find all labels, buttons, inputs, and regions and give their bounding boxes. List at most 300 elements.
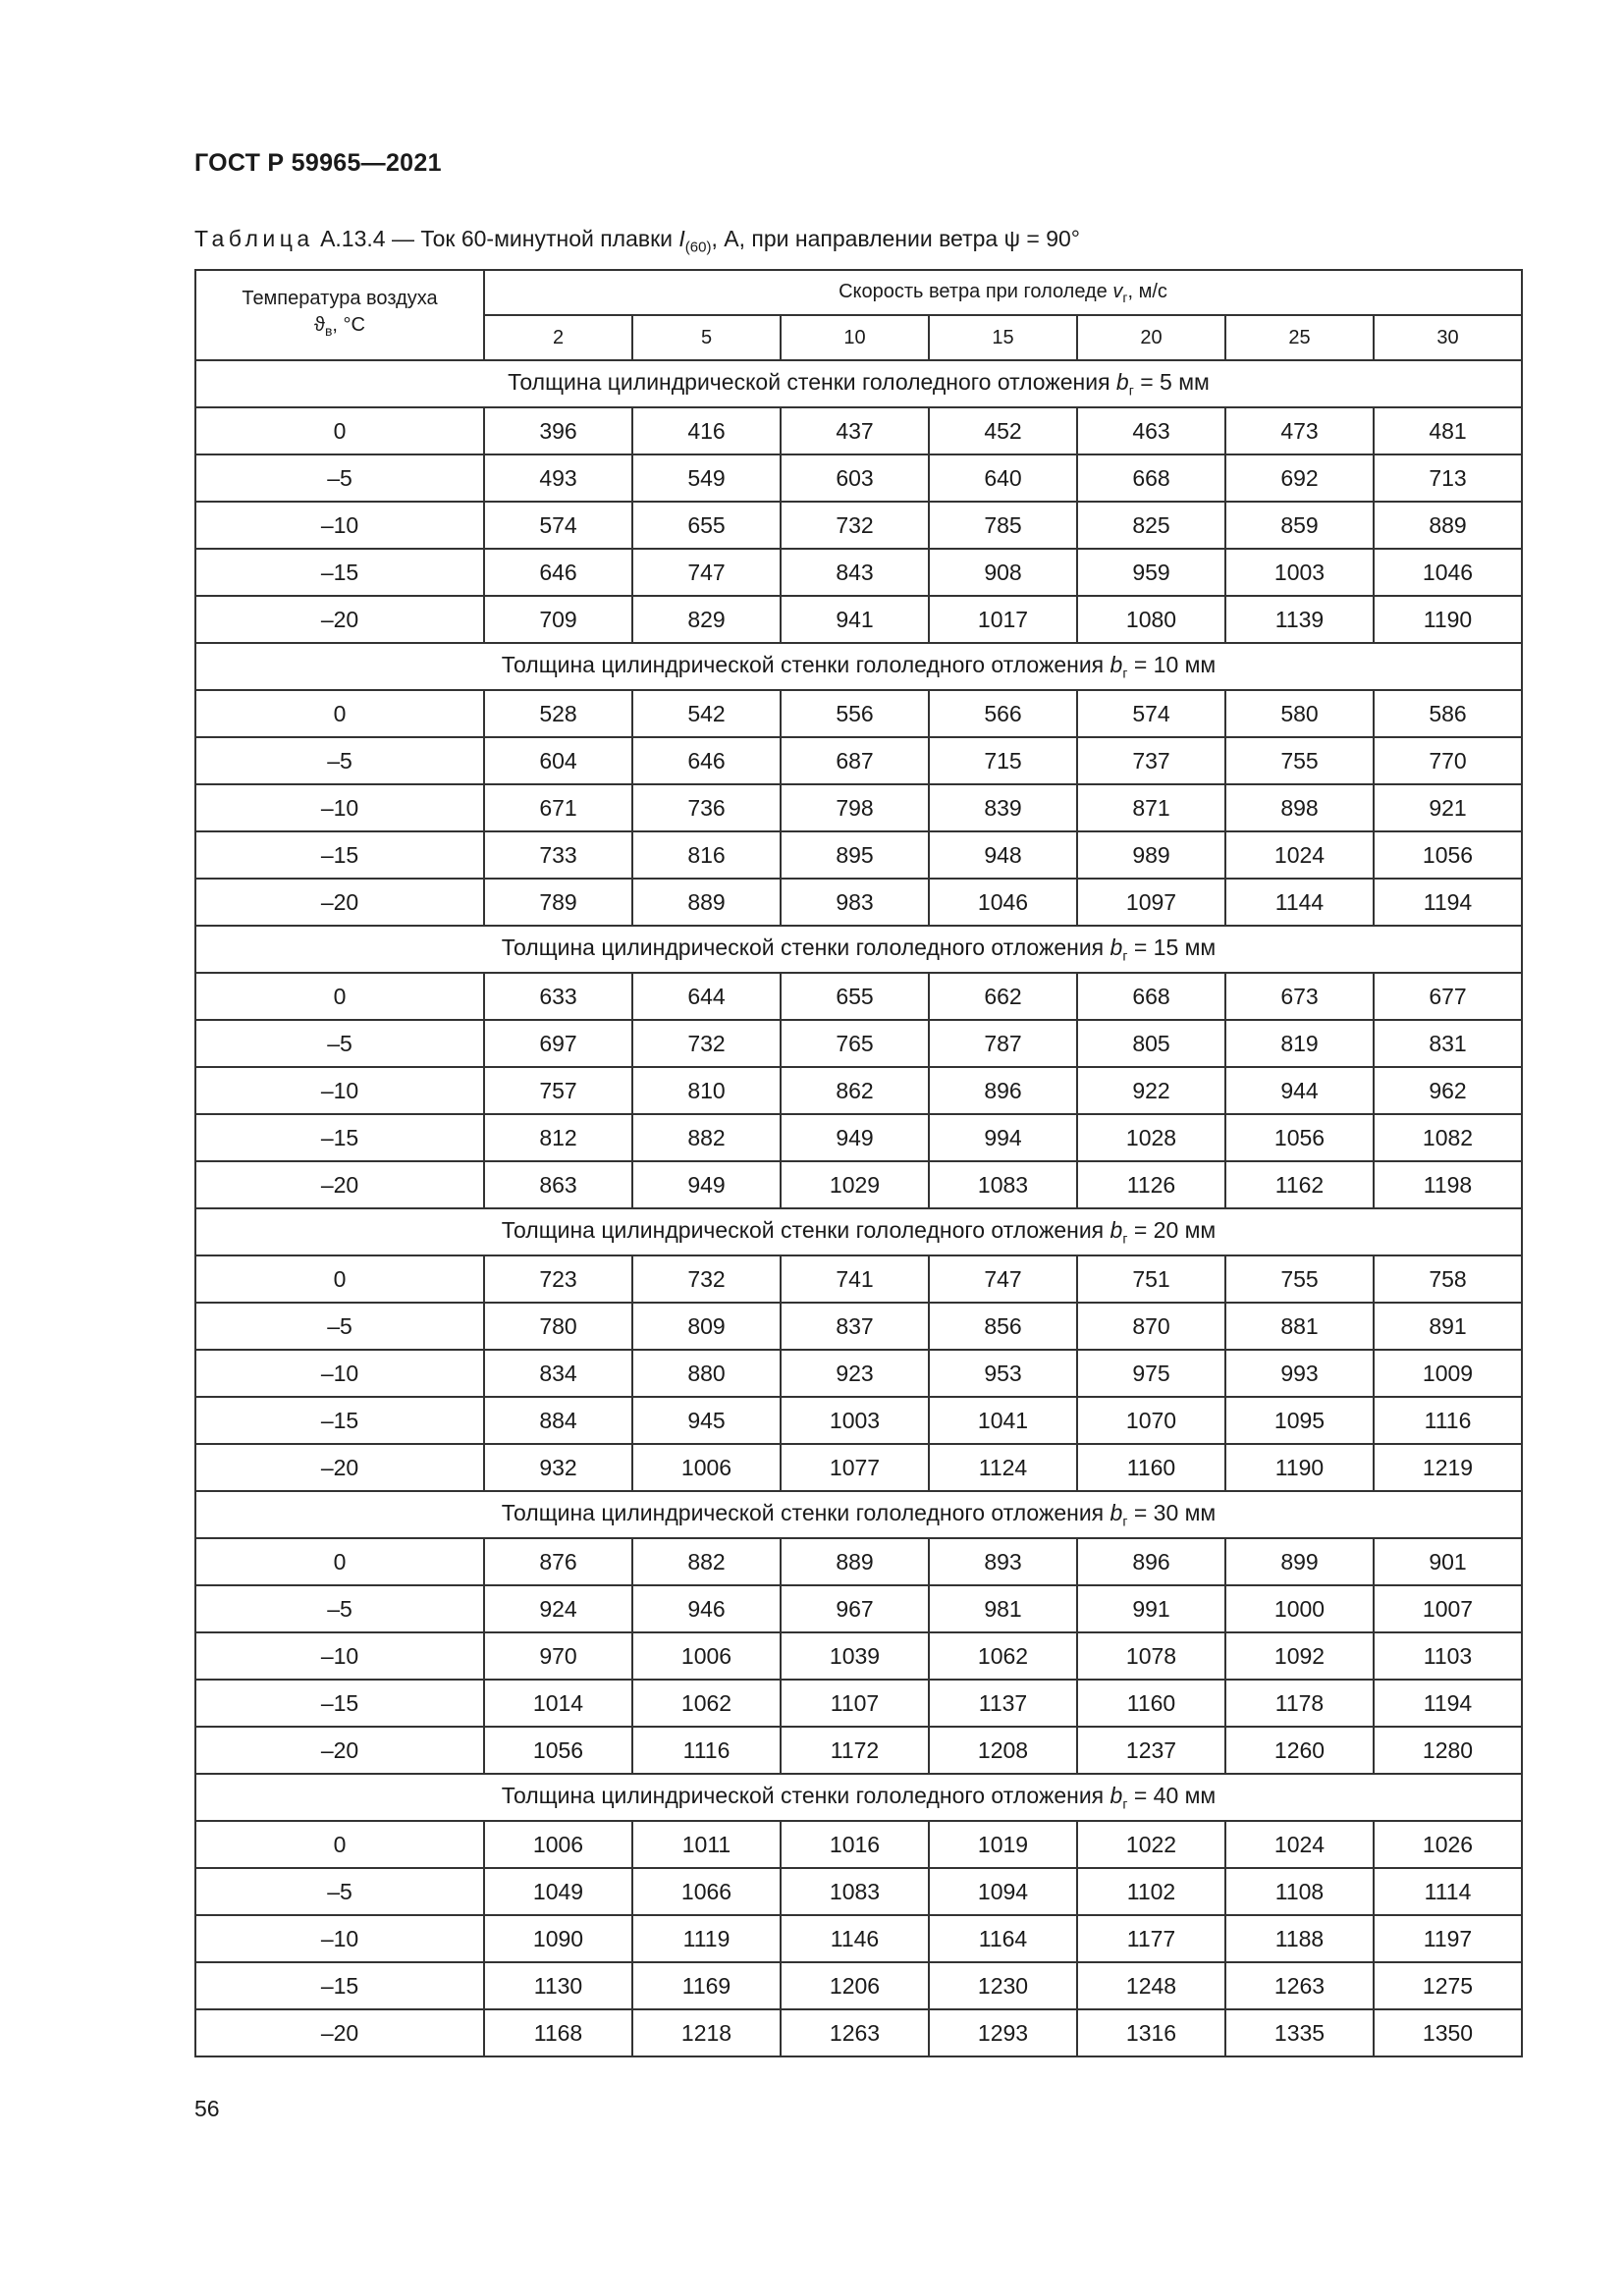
current-value-cell: 880 bbox=[632, 1350, 781, 1397]
table-row bbox=[195, 1962, 1522, 2009]
current-value-cell: 396 bbox=[484, 407, 632, 454]
current-value-cell: 1293 bbox=[929, 2009, 1077, 2056]
section-symbol: b bbox=[1115, 369, 1129, 396]
current-value-cell: 1119 bbox=[632, 1915, 781, 1962]
temperature-cell: –10 bbox=[195, 1632, 484, 1680]
current-value-cell: 1056 bbox=[1225, 1114, 1374, 1161]
table-caption bbox=[194, 226, 1080, 256]
temperature-cell: –15 bbox=[195, 831, 484, 879]
current-value-cell: 715 bbox=[929, 737, 1077, 784]
current-value-cell: 944 bbox=[1225, 1067, 1374, 1114]
temperature-cell: –20 bbox=[195, 1727, 484, 1774]
current-value-cell: 673 bbox=[1225, 973, 1374, 1020]
current-value-cell: 603 bbox=[781, 454, 929, 502]
section-prefix: Толщина цилиндрической стенки гололедного отложения bbox=[501, 1783, 1110, 1809]
current-value-cell: 946 bbox=[632, 1585, 781, 1632]
section-symbol: b bbox=[1110, 1500, 1123, 1526]
current-value-cell: 780 bbox=[484, 1303, 632, 1350]
current-value-cell: 981 bbox=[929, 1585, 1077, 1632]
current-value-cell: 452 bbox=[929, 407, 1077, 454]
current-value-cell: 863 bbox=[484, 1161, 632, 1208]
temperature-cell: 0 bbox=[195, 1538, 484, 1585]
current-value-cell: 1107 bbox=[781, 1680, 929, 1727]
table-body bbox=[195, 360, 1522, 2056]
current-value-cell: 1130 bbox=[484, 1962, 632, 2009]
current-value-cell: 882 bbox=[632, 1114, 781, 1161]
caption-text: А.13.4 — Ток 60-минутной плавки bbox=[313, 226, 679, 251]
temperature-cell: –15 bbox=[195, 1114, 484, 1161]
current-value-cell: 1116 bbox=[1374, 1397, 1522, 1444]
table-row bbox=[195, 1067, 1522, 1114]
current-value-cell: 889 bbox=[781, 1538, 929, 1585]
current-value-cell: 1275 bbox=[1374, 1962, 1522, 2009]
current-value-cell: 1094 bbox=[929, 1868, 1077, 1915]
section-title bbox=[195, 1491, 1522, 1538]
current-value-cell: 1024 bbox=[1225, 831, 1374, 879]
table-row bbox=[195, 1915, 1522, 1962]
current-value-cell: 1219 bbox=[1374, 1444, 1522, 1491]
caption-label: Таблица bbox=[194, 226, 314, 251]
table-row bbox=[195, 1727, 1522, 1774]
caption-symbol-sub: (60) bbox=[684, 239, 712, 256]
section-title bbox=[195, 360, 1522, 407]
section-symbol: b bbox=[1110, 652, 1123, 678]
temperature-cell: –5 bbox=[195, 454, 484, 502]
header-row bbox=[195, 270, 1522, 315]
current-value-cell: 1006 bbox=[632, 1632, 781, 1680]
wind-symbol: v bbox=[1112, 280, 1123, 302]
temperature-cell: –10 bbox=[195, 1067, 484, 1114]
table-row bbox=[195, 737, 1522, 784]
current-value-cell: 856 bbox=[929, 1303, 1077, 1350]
wind-speed-cell: 15 bbox=[929, 315, 1077, 360]
current-value-cell: 646 bbox=[632, 737, 781, 784]
current-value-cell: 640 bbox=[929, 454, 1077, 502]
temperature-header-label: Температура воздуха bbox=[242, 288, 438, 309]
current-value-cell: 975 bbox=[1077, 1350, 1225, 1397]
current-value-cell: 1263 bbox=[781, 2009, 929, 2056]
current-value-cell: 481 bbox=[1374, 407, 1522, 454]
table-row bbox=[195, 1350, 1522, 1397]
wind-speed-cell: 20 bbox=[1077, 315, 1225, 360]
current-value-cell: 899 bbox=[1225, 1538, 1374, 1585]
table-row bbox=[195, 831, 1522, 879]
table-row bbox=[195, 1680, 1522, 1727]
current-value-cell: 1248 bbox=[1077, 1962, 1225, 2009]
temperature-cell: –10 bbox=[195, 784, 484, 831]
current-value-cell: 1103 bbox=[1374, 1632, 1522, 1680]
current-value-cell: 1190 bbox=[1374, 596, 1522, 643]
current-value-cell: 785 bbox=[929, 502, 1077, 549]
current-value-cell: 895 bbox=[781, 831, 929, 879]
temperature-cell: –5 bbox=[195, 737, 484, 784]
current-value-cell: 839 bbox=[929, 784, 1077, 831]
current-value-cell: 889 bbox=[632, 879, 781, 926]
current-value-cell: 1006 bbox=[484, 1821, 632, 1868]
temperature-cell: –5 bbox=[195, 1585, 484, 1632]
current-value-cell: 831 bbox=[1374, 1020, 1522, 1067]
current-value-cell: 1011 bbox=[632, 1821, 781, 1868]
current-value-cell: 1080 bbox=[1077, 596, 1225, 643]
current-value-cell: 1026 bbox=[1374, 1821, 1522, 1868]
current-value-cell: 889 bbox=[1374, 502, 1522, 549]
wind-symbol-sub: г bbox=[1122, 289, 1128, 305]
current-value-cell: 949 bbox=[781, 1114, 929, 1161]
table-row bbox=[195, 1585, 1522, 1632]
section-row bbox=[195, 643, 1522, 690]
current-value-cell: 1039 bbox=[781, 1632, 929, 1680]
current-value-cell: 1007 bbox=[1374, 1585, 1522, 1632]
table-row bbox=[195, 1821, 1522, 1868]
current-value-cell: 1169 bbox=[632, 1962, 781, 2009]
current-value-cell: 922 bbox=[1077, 1067, 1225, 1114]
temperature-cell: –20 bbox=[195, 879, 484, 926]
current-value-cell: 810 bbox=[632, 1067, 781, 1114]
wind-speed-cell: 2 bbox=[484, 315, 632, 360]
temperature-cell: –10 bbox=[195, 502, 484, 549]
current-value-cell: 896 bbox=[929, 1067, 1077, 1114]
section-prefix: Толщина цилиндрической стенки гололедного отложения bbox=[501, 652, 1110, 678]
current-value-cell: 1160 bbox=[1077, 1444, 1225, 1491]
current-value-cell: 787 bbox=[929, 1020, 1077, 1067]
current-value-cell: 893 bbox=[929, 1538, 1077, 1585]
current-value-cell: 1041 bbox=[929, 1397, 1077, 1444]
table-row bbox=[195, 2009, 1522, 2056]
current-value-cell: 805 bbox=[1077, 1020, 1225, 1067]
table-row bbox=[195, 407, 1522, 454]
current-value-cell: 1168 bbox=[484, 2009, 632, 2056]
section-row bbox=[195, 360, 1522, 407]
temperature-cell: –10 bbox=[195, 1915, 484, 1962]
current-value-cell: 1056 bbox=[484, 1727, 632, 1774]
current-value-cell: 1056 bbox=[1374, 831, 1522, 879]
caption-symbol: I bbox=[678, 226, 685, 251]
current-value-cell: 1083 bbox=[781, 1868, 929, 1915]
section-thickness: = 40 мм bbox=[1127, 1783, 1217, 1809]
table-row bbox=[195, 502, 1522, 549]
section-row bbox=[195, 1491, 1522, 1538]
current-value-cell: 416 bbox=[632, 407, 781, 454]
section-title bbox=[195, 643, 1522, 690]
current-value-cell: 751 bbox=[1077, 1255, 1225, 1303]
temperature-cell: –5 bbox=[195, 1868, 484, 1915]
current-value-cell: 1188 bbox=[1225, 1915, 1374, 1962]
current-value-cell: 1350 bbox=[1374, 2009, 1522, 2056]
current-value-cell: 1024 bbox=[1225, 1821, 1374, 1868]
current-value-cell: 713 bbox=[1374, 454, 1522, 502]
current-value-cell: 755 bbox=[1225, 737, 1374, 784]
current-value-cell: 1003 bbox=[1225, 549, 1374, 596]
current-value-cell: 1316 bbox=[1077, 2009, 1225, 2056]
current-value-cell: 646 bbox=[484, 549, 632, 596]
current-value-cell: 747 bbox=[632, 549, 781, 596]
temperature-cell: –20 bbox=[195, 2009, 484, 2056]
temperature-cell: 0 bbox=[195, 407, 484, 454]
current-value-cell: 1062 bbox=[632, 1680, 781, 1727]
temperature-symbol: ϑ bbox=[314, 314, 325, 336]
current-value-cell: 862 bbox=[781, 1067, 929, 1114]
section-title bbox=[195, 1774, 1522, 1821]
current-value-cell: 1178 bbox=[1225, 1680, 1374, 1727]
temperature-cell: –15 bbox=[195, 1397, 484, 1444]
table-row bbox=[195, 1538, 1522, 1585]
current-value-cell: 1016 bbox=[781, 1821, 929, 1868]
section-symbol-sub: г bbox=[1122, 1230, 1128, 1247]
current-value-cell: 770 bbox=[1374, 737, 1522, 784]
current-value-cell: 633 bbox=[484, 973, 632, 1020]
wind-speed-cell: 30 bbox=[1374, 315, 1522, 360]
current-value-cell: 1172 bbox=[781, 1727, 929, 1774]
current-value-cell: 962 bbox=[1374, 1067, 1522, 1114]
section-thickness: = 5 мм bbox=[1133, 369, 1210, 396]
current-value-cell: 1028 bbox=[1077, 1114, 1225, 1161]
temperature-cell: –20 bbox=[195, 1444, 484, 1491]
section-symbol-sub: г bbox=[1128, 382, 1134, 399]
current-value-cell: 798 bbox=[781, 784, 929, 831]
current-value-cell: 1092 bbox=[1225, 1632, 1374, 1680]
current-value-cell: 1006 bbox=[632, 1444, 781, 1491]
current-value-cell: 473 bbox=[1225, 407, 1374, 454]
section-symbol: b bbox=[1110, 934, 1123, 961]
current-value-cell: 574 bbox=[1077, 690, 1225, 737]
section-symbol: b bbox=[1110, 1783, 1123, 1809]
document-id-header: ГОСТ Р 59965—2021 bbox=[194, 149, 442, 177]
current-value-cell: 1066 bbox=[632, 1868, 781, 1915]
current-value-cell: 463 bbox=[1077, 407, 1225, 454]
temperature-cell: –5 bbox=[195, 1303, 484, 1350]
table-row bbox=[195, 1397, 1522, 1444]
current-value-cell: 732 bbox=[781, 502, 929, 549]
section-symbol-sub: г bbox=[1122, 1795, 1128, 1812]
current-value-cell: 1139 bbox=[1225, 596, 1374, 643]
current-value-cell: 655 bbox=[781, 973, 929, 1020]
temperature-cell: –5 bbox=[195, 1020, 484, 1067]
current-value-cell: 687 bbox=[781, 737, 929, 784]
current-value-cell: 549 bbox=[632, 454, 781, 502]
current-value-cell: 1280 bbox=[1374, 1727, 1522, 1774]
current-value-cell: 1102 bbox=[1077, 1868, 1225, 1915]
current-value-cell: 1049 bbox=[484, 1868, 632, 1915]
current-value-cell: 692 bbox=[1225, 454, 1374, 502]
current-value-cell: 732 bbox=[632, 1020, 781, 1067]
table-row bbox=[195, 879, 1522, 926]
section-row bbox=[195, 1208, 1522, 1255]
current-value-cell: 1190 bbox=[1225, 1444, 1374, 1491]
current-value-cell: 994 bbox=[929, 1114, 1077, 1161]
current-value-cell: 1162 bbox=[1225, 1161, 1374, 1208]
table-row bbox=[195, 784, 1522, 831]
current-value-cell: 757 bbox=[484, 1067, 632, 1114]
current-value-cell: 1070 bbox=[1077, 1397, 1225, 1444]
current-value-cell: 1029 bbox=[781, 1161, 929, 1208]
current-value-cell: 1083 bbox=[929, 1161, 1077, 1208]
current-value-cell: 989 bbox=[1077, 831, 1225, 879]
current-value-cell: 1077 bbox=[781, 1444, 929, 1491]
current-value-cell: 723 bbox=[484, 1255, 632, 1303]
current-value-cell: 870 bbox=[1077, 1303, 1225, 1350]
table-row bbox=[195, 973, 1522, 1020]
current-value-cell: 1046 bbox=[1374, 549, 1522, 596]
temperature-header bbox=[195, 270, 484, 360]
table-row bbox=[195, 454, 1522, 502]
current-value-cell: 732 bbox=[632, 1255, 781, 1303]
current-value-cell: 668 bbox=[1077, 973, 1225, 1020]
current-value-cell: 1114 bbox=[1374, 1868, 1522, 1915]
current-value-cell: 1230 bbox=[929, 1962, 1077, 2009]
current-value-cell: 948 bbox=[929, 831, 1077, 879]
current-value-cell: 1097 bbox=[1077, 879, 1225, 926]
current-value-cell: 1160 bbox=[1077, 1680, 1225, 1727]
current-value-cell: 1177 bbox=[1077, 1915, 1225, 1962]
current-value-cell: 758 bbox=[1374, 1255, 1522, 1303]
wind-speed-cell: 5 bbox=[632, 315, 781, 360]
current-value-cell: 644 bbox=[632, 973, 781, 1020]
current-value-cell: 924 bbox=[484, 1585, 632, 1632]
temperature-symbol-sub: в bbox=[324, 323, 333, 339]
wind-header-prefix: Скорость ветра при гололеде bbox=[839, 280, 1113, 302]
current-value-cell: 1108 bbox=[1225, 1868, 1374, 1915]
section-thickness: = 30 мм bbox=[1127, 1500, 1217, 1526]
current-value-cell: 967 bbox=[781, 1585, 929, 1632]
current-value-cell: 737 bbox=[1077, 737, 1225, 784]
current-value-cell: 566 bbox=[929, 690, 1077, 737]
temperature-cell: –15 bbox=[195, 1962, 484, 2009]
temperature-cell: –20 bbox=[195, 1161, 484, 1208]
current-value-cell: 1000 bbox=[1225, 1585, 1374, 1632]
table-row bbox=[195, 1444, 1522, 1491]
current-value-cell: 1144 bbox=[1225, 879, 1374, 926]
current-value-cell: 1095 bbox=[1225, 1397, 1374, 1444]
current-value-cell: 709 bbox=[484, 596, 632, 643]
temperature-cell: 0 bbox=[195, 973, 484, 1020]
current-value-cell: 834 bbox=[484, 1350, 632, 1397]
current-value-cell: 1260 bbox=[1225, 1727, 1374, 1774]
current-value-cell: 1197 bbox=[1374, 1915, 1522, 1962]
current-value-cell: 1335 bbox=[1225, 2009, 1374, 2056]
current-value-cell: 1022 bbox=[1077, 1821, 1225, 1868]
section-symbol-sub: г bbox=[1122, 665, 1128, 681]
current-value-cell: 829 bbox=[632, 596, 781, 643]
current-value-cell: 677 bbox=[1374, 973, 1522, 1020]
current-value-cell: 908 bbox=[929, 549, 1077, 596]
current-value-cell: 662 bbox=[929, 973, 1077, 1020]
current-value-cell: 923 bbox=[781, 1350, 929, 1397]
temperature-cell: –10 bbox=[195, 1350, 484, 1397]
current-value-cell: 825 bbox=[1077, 502, 1225, 549]
section-thickness: = 10 мм bbox=[1127, 652, 1217, 678]
current-value-cell: 1019 bbox=[929, 1821, 1077, 1868]
current-value-cell: 528 bbox=[484, 690, 632, 737]
current-value-cell: 1206 bbox=[781, 1962, 929, 2009]
table-row bbox=[195, 1303, 1522, 1350]
current-value-cell: 1090 bbox=[484, 1915, 632, 1962]
page-number: 56 bbox=[194, 2096, 220, 2121]
current-value-cell: 812 bbox=[484, 1114, 632, 1161]
temperature-unit: , °С bbox=[332, 314, 365, 336]
wind-speed-cell: 25 bbox=[1225, 315, 1374, 360]
section-thickness: = 20 мм bbox=[1127, 1217, 1217, 1244]
current-value-cell: 1017 bbox=[929, 596, 1077, 643]
current-value-cell: 932 bbox=[484, 1444, 632, 1491]
current-value-cell: 1194 bbox=[1374, 879, 1522, 926]
current-value-cell: 493 bbox=[484, 454, 632, 502]
current-value-cell: 747 bbox=[929, 1255, 1077, 1303]
current-value-cell: 896 bbox=[1077, 1538, 1225, 1585]
current-value-cell: 809 bbox=[632, 1303, 781, 1350]
current-value-cell: 697 bbox=[484, 1020, 632, 1067]
current-value-cell: 1124 bbox=[929, 1444, 1077, 1491]
current-value-cell: 655 bbox=[632, 502, 781, 549]
section-prefix: Толщина цилиндрической стенки гололедного отложения bbox=[501, 1217, 1110, 1244]
wind-unit: , м/с bbox=[1127, 280, 1167, 302]
current-value-cell: 901 bbox=[1374, 1538, 1522, 1585]
table-row bbox=[195, 690, 1522, 737]
current-value-cell: 765 bbox=[781, 1020, 929, 1067]
current-value-cell: 1046 bbox=[929, 879, 1077, 926]
wind-speed-cell: 10 bbox=[781, 315, 929, 360]
current-value-cell: 953 bbox=[929, 1350, 1077, 1397]
current-value-cell: 668 bbox=[1077, 454, 1225, 502]
section-title bbox=[195, 1208, 1522, 1255]
current-value-cell: 876 bbox=[484, 1538, 632, 1585]
section-row bbox=[195, 926, 1522, 973]
temperature-cell: –15 bbox=[195, 549, 484, 596]
current-value-cell: 1198 bbox=[1374, 1161, 1522, 1208]
current-value-cell: 871 bbox=[1077, 784, 1225, 831]
current-value-cell: 882 bbox=[632, 1538, 781, 1585]
table-row bbox=[195, 1632, 1522, 1680]
current-value-cell: 959 bbox=[1077, 549, 1225, 596]
current-value-cell: 1263 bbox=[1225, 1962, 1374, 2009]
caption-tail: , А, при направлении ветра ψ = 90° bbox=[711, 226, 1080, 251]
current-value-cell: 884 bbox=[484, 1397, 632, 1444]
current-value-cell: 949 bbox=[632, 1161, 781, 1208]
section-symbol-sub: г bbox=[1122, 1513, 1128, 1529]
current-value-cell: 789 bbox=[484, 879, 632, 926]
section-title bbox=[195, 926, 1522, 973]
section-thickness: = 15 мм bbox=[1127, 934, 1217, 961]
table-row bbox=[195, 1114, 1522, 1161]
current-value-cell: 983 bbox=[781, 879, 929, 926]
current-value-cell: 859 bbox=[1225, 502, 1374, 549]
temperature-cell: 0 bbox=[195, 1821, 484, 1868]
data-table bbox=[194, 269, 1523, 2057]
current-value-cell: 580 bbox=[1225, 690, 1374, 737]
current-value-cell: 898 bbox=[1225, 784, 1374, 831]
current-value-cell: 574 bbox=[484, 502, 632, 549]
current-value-cell: 1218 bbox=[632, 2009, 781, 2056]
table-row bbox=[195, 1255, 1522, 1303]
current-value-cell: 755 bbox=[1225, 1255, 1374, 1303]
current-value-cell: 736 bbox=[632, 784, 781, 831]
current-value-cell: 1082 bbox=[1374, 1114, 1522, 1161]
current-value-cell: 993 bbox=[1225, 1350, 1374, 1397]
current-value-cell: 1003 bbox=[781, 1397, 929, 1444]
temperature-cell: –20 bbox=[195, 596, 484, 643]
current-value-cell: 819 bbox=[1225, 1020, 1374, 1067]
temperature-cell: 0 bbox=[195, 1255, 484, 1303]
current-value-cell: 437 bbox=[781, 407, 929, 454]
current-value-cell: 1126 bbox=[1077, 1161, 1225, 1208]
temperature-cell: 0 bbox=[195, 690, 484, 737]
current-value-cell: 671 bbox=[484, 784, 632, 831]
current-value-cell: 991 bbox=[1077, 1585, 1225, 1632]
current-value-cell: 941 bbox=[781, 596, 929, 643]
current-value-cell: 945 bbox=[632, 1397, 781, 1444]
current-value-cell: 843 bbox=[781, 549, 929, 596]
current-value-cell: 1137 bbox=[929, 1680, 1077, 1727]
temperature-cell: –15 bbox=[195, 1680, 484, 1727]
